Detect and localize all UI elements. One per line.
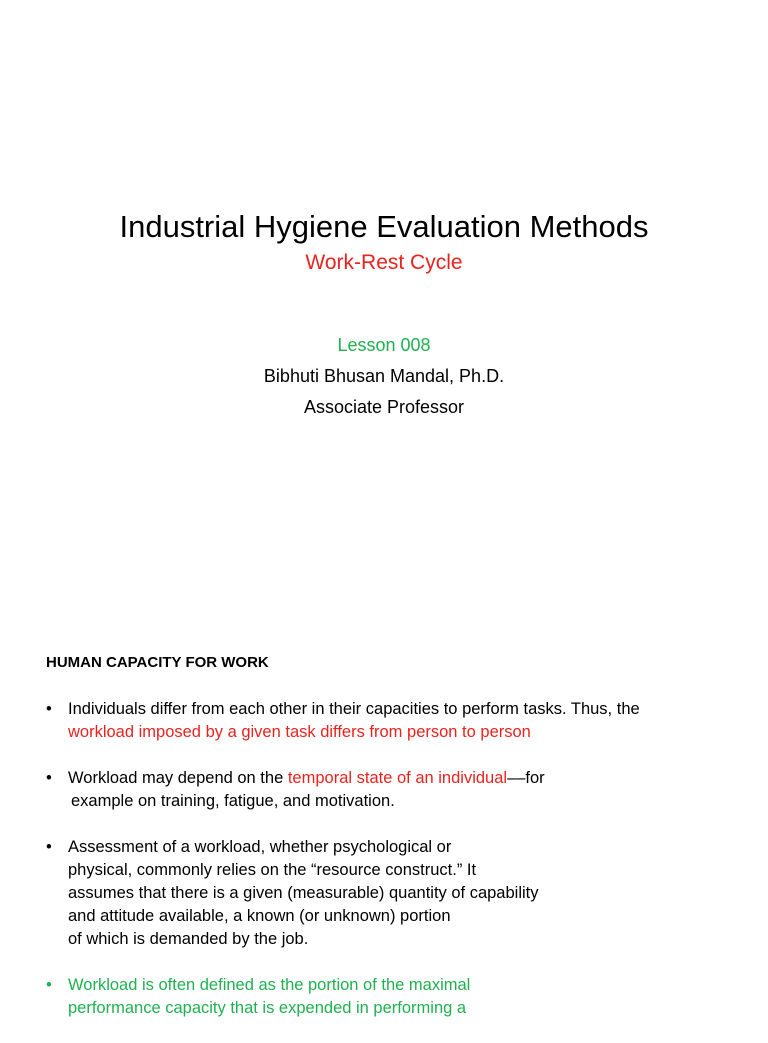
bullet-marker: • [46, 838, 52, 856]
bullet-marker: • [46, 700, 52, 718]
presentation-title: Industrial Hygiene Evaluation Methods [119, 209, 649, 244]
title-block [0, 206, 768, 278]
highlight-text: temporal state of an individual [287, 769, 508, 787]
highlight-text: workload imposed by a given task differs from person to person [68, 723, 531, 741]
author-name: Bibhuti Bhusan Mandal, Ph.D. [263, 366, 505, 386]
author-info [0, 330, 768, 423]
bullet-text: ––for [507, 769, 545, 787]
bullet-item [46, 767, 746, 813]
lesson-number: Lesson 008 [337, 335, 431, 355]
bullet-marker: • [46, 976, 52, 994]
bullet-item [46, 836, 746, 951]
bullet-text: Assessment of a workload, whether psychological or [68, 838, 452, 856]
bullet-text: and attitude available, a known (or unknown) portion [68, 907, 451, 925]
section-heading: HUMAN CAPACITY FOR WORK [46, 654, 269, 671]
bullet-item [46, 698, 746, 744]
author-position: Associate Professor [303, 397, 465, 417]
bullet-text: Workload may depend on the [68, 769, 288, 787]
bullet-item [46, 974, 746, 1020]
bullet-text: Workload is often defined as the portion of the maximal [68, 976, 471, 994]
bullet-text: assumes that there is a given (measurable) quantity of capability [68, 884, 539, 902]
presentation-subtitle: Work-Rest Cycle [305, 251, 463, 274]
bullet-marker: • [46, 769, 52, 787]
bullet-text: performance capacity that is expended in performing a [68, 999, 467, 1017]
content-section [46, 652, 746, 1043]
bullet-text-line [68, 767, 746, 790]
bullet-text: physical, commonly relies on the “resource construct.” It [68, 861, 477, 879]
bullet-text: Individuals differ from each other in their capacities to perform tasks. Thus, the [68, 700, 640, 718]
bullet-text: of which is demanded by the job. [68, 930, 309, 948]
bullet-text: example on training, fatigue, and motivation. [71, 792, 395, 810]
